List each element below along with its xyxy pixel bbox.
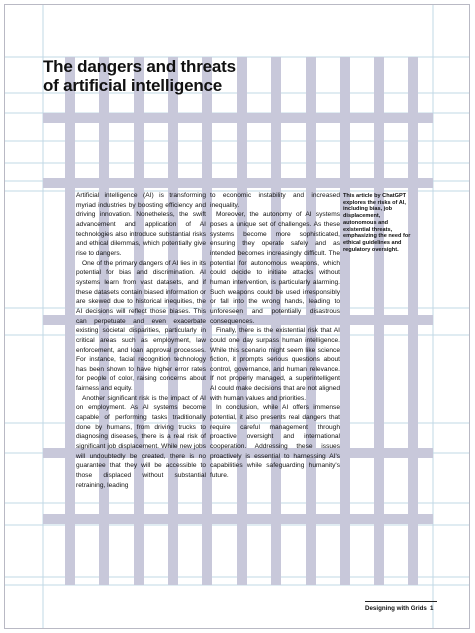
grid-column-gutter: [340, 57, 350, 585]
body-paragraph: Moreover, the autonomy of AI systems poses a unique set of challenges. As these systems become more sophisticated, ensuring they operate safely and as intended becomes increasingly difficult. The potential for autonomous weapons, which could decide to initiate attacks without human intervention, is particularly alarming. Such weapons could be used irresponsibly or fall into the wrong hands, leading to unforeseen and potentially disastrous consequences.: [210, 211, 340, 325]
body-paragraph: Another significant risk is the impact of AI on employment. As AI systems become capable of performing tasks traditionally done by humans, from driving trucks to diagnosing diseases, there is a real risk of significant job displacement. While new jobs will undoubtedly be created, there is no guarantee that they will be accessible to those displaced without substantial retraining, leading: [76, 394, 206, 489]
grid-column-gutter: [374, 57, 384, 585]
grid-column-gutter: [408, 57, 418, 585]
footer-rule: [365, 601, 437, 602]
title-line: The dangers and threats: [43, 57, 236, 76]
body-paragraph: In conclusion, while AI offers immense potential, it also presents real dangers that require careful management through proactive oversight and international cooperation. Addressing these issues proactively is essential to harnessing AI's capabilities while safeguarding humanity's future.: [210, 404, 340, 480]
page: [4, 4, 470, 629]
page-number: 1: [430, 605, 434, 612]
article-title: [43, 57, 236, 95]
title-line: of artificial intelligence: [43, 76, 223, 95]
sidebar-note: This article by ChatGPT explores the risks of AI, including bias, job displacement, autonomous and existential threats, emphasizing the need for ethical guidelines and regulatory oversight.: [343, 193, 411, 253]
text-column-2: [210, 191, 340, 481]
footer-label: Designing with Grids: [365, 605, 427, 612]
body-paragraph: to economic instability and increased inequality.: [210, 192, 340, 209]
text-column-1: [76, 191, 206, 490]
body-paragraph: Finally, there is the existential risk that AI could one day surpass human intelligence. While this scenario might seem like science fiction, it prompts serious questions about control, governance, and human relevance. If not properly managed, a superintelligent AI could make decisions that are not aligned with human values and priorities.: [210, 327, 340, 402]
body-paragraph: One of the primary dangers of AI lies in its potential for bias and discrimination. AI systems learn from vast datasets, and if these datasets contain biased information or are skewed due to historical inequities, the AI decisions will reflect those biases. This can perpetuate and even exacerbate existing societal disparities, particularly in critical areas such as employment, law enforcement, and loan approval processes. For instance, facial recognition technology has been shown to have higher error rates for people of color, raising concerns about fairness and equity.: [76, 259, 206, 393]
grid-column-gutter: [65, 57, 75, 585]
body-paragraph: Artificial intelligence (AI) is transforming myriad industries by boosting efficiency and driving innovation. Nonetheless, the swift advancement and application of AI technologies also introduce substantial risks and ethical dilemmas, which potentially give rise to dangers.: [76, 192, 206, 257]
